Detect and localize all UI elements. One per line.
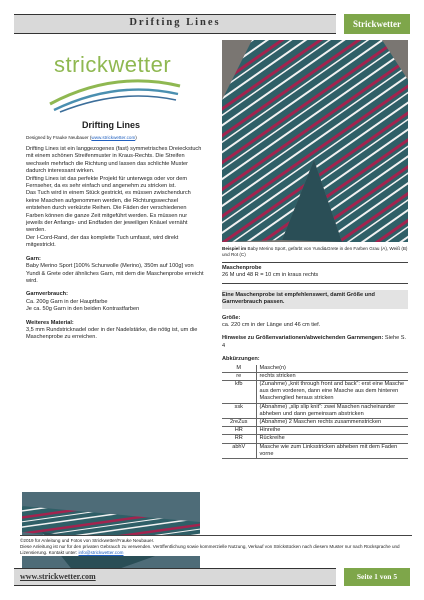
designer-prefix: Designed by Frauke Neubauer ( — [26, 135, 92, 140]
hints-text: Siehe S. 4 — [222, 335, 407, 349]
table-row — [222, 403, 408, 418]
abbr-key: ssk — [222, 403, 256, 418]
material-text: 3,5 mm Rundstricknadel oder in der Nadelstärke, die nötig ist, um die Maschenprobe zu erreichen. — [26, 326, 198, 341]
table-row — [222, 381, 408, 404]
usage-heading: Garnverbrauch: — [26, 291, 68, 298]
yarn-section — [26, 256, 204, 286]
license-line — [20, 544, 412, 556]
abbr-value: Masche wie zum Linksstricken abheben mit dem Faden vorne — [256, 443, 408, 458]
abbr-value: Hinreihe — [256, 427, 408, 435]
abbr-value: rechts stricken — [256, 372, 408, 380]
size-text: ca. 220 cm in der Länge und 46 cm tief. — [222, 322, 321, 329]
photo-caption — [222, 246, 408, 258]
header-brand: Strickwetter — [344, 14, 410, 34]
abbr-heading: Abkürzungen: — [222, 356, 260, 363]
usage-line-2: Je ca. 50g Garn in den beiden Kontrastfarben — [26, 306, 140, 313]
abbr-key: HR — [222, 427, 256, 435]
gauge-heading: Maschenprobe — [222, 265, 262, 271]
header-title: Drifting Lines — [129, 17, 221, 28]
table-row — [222, 419, 408, 427]
hints-section — [222, 335, 408, 350]
abbr-key: abhV — [222, 443, 256, 458]
logo-wordmark: strickwetter — [54, 52, 172, 77]
yarn-text: Baby Merino Sport [100% Schurwolle (Merino), 350m auf 100g] von Yundi & Grete oder ähnliches Garn, mit dem die Maschenprobe erreicht wird. — [26, 263, 204, 284]
yarn-heading: Garn: — [26, 255, 41, 262]
hints-heading: Hinweise zu Größenvariationen/abweichenden Garnmengen: — [222, 335, 384, 342]
shawl-photo-main — [222, 40, 408, 242]
header-title-band — [14, 14, 336, 34]
abbr-value: Rückreihe — [256, 435, 408, 443]
abbr-key: re — [222, 372, 256, 380]
size-section — [222, 315, 408, 330]
table-row — [222, 372, 408, 380]
table-row — [222, 435, 408, 443]
caption-label: Beispiel im — [222, 246, 247, 251]
contact-email-link[interactable]: info@strickwetter.com — [78, 550, 124, 555]
abbr-value: (Abnahme) 2 Maschen rechts zusammenstricken — [256, 419, 408, 427]
footer-url-link[interactable]: www.strickwetter.com — [20, 572, 96, 581]
footer-url-band — [14, 568, 336, 586]
header-bar — [14, 14, 410, 34]
left-column — [26, 120, 204, 348]
right-column — [222, 246, 408, 459]
abbr-key: kfb — [222, 381, 256, 404]
designer-suffix: ) — [135, 135, 137, 140]
intro-text-3: Das Tuch wird in einem Stück gestrickt, es müssen zwischendurch keine Maschen aufgenommen werden, die Richtungswechsel entstehen durch verkürzte Reihen. Die Fäden der verschiedenen Farben können die ganze Zeit mitgeführt werden. Es müssen nur jeweils der Anfangs- und Endfaden der jeweiligen Knäuel vernäht werden. — [26, 190, 191, 234]
abbr-value: (Zunahme) „knit through front and back“: erst eine Masche aus dem vorderen, dann eine Masche aus dem hinteren Maschenglied heraus stricken — [256, 381, 408, 404]
designer-link[interactable]: www.strickwetter.com — [91, 135, 136, 140]
usage-line-1: Ca. 200g Garn in der Hauptfarbe — [26, 298, 108, 305]
abbr-key: M — [222, 365, 256, 373]
shawl-photo-image — [222, 40, 408, 242]
table-row — [222, 427, 408, 435]
abbr-key: 2reZus — [222, 419, 256, 427]
intro-text-2: Drifting Lines ist das perfekte Projekt für unterwegs oder vor dem Fernseher, da es sehr einfach und angenehm zu stricken ist. — [26, 175, 188, 190]
logo-swoosh-icon — [44, 52, 184, 114]
intro-paragraph — [26, 146, 204, 250]
page-number: Seite 1 von 5 — [344, 568, 410, 586]
license-text: Diese Anleitung ist nur für den privaten Gebrauch zu verwenden. Veröffentlichung sowie kommerzielle Nutzung, Verkauf von Strickstücken nach diesem Muster nur nach Rücksprache und Lizensierung. Kontakt unter: — [20, 544, 400, 555]
usage-section — [26, 291, 204, 313]
abbreviation-table — [222, 365, 408, 459]
gauge-box — [222, 262, 408, 284]
copyright-line: ©2019 für Anleitung und Fotos von Strickwetter/Frauke Neubauer. — [20, 538, 155, 543]
abbr-value: Masche(n) — [256, 365, 408, 373]
gauge-text: 26 M und 48 R = 10 cm in kraus rechts — [222, 272, 319, 279]
strickwetter-logo — [44, 52, 184, 114]
pattern-title: Drifting Lines — [82, 120, 140, 130]
material-heading: Weiteres Material: — [26, 319, 74, 326]
material-section — [26, 320, 204, 342]
size-heading: Größe: — [222, 314, 241, 321]
designer-credit — [26, 135, 204, 141]
footer-bar — [14, 568, 410, 586]
table-row — [222, 443, 408, 458]
intro-text-1: Drifting Lines ist ein langgezogenes (fast) symmetrisches Dreieckstuch mit einem schönen Streifenmuster in Kraus-Rechts. Die Streifen wechseln mehrfach die Richtung und lassen das schlichte Muster dadurch interessant wirken. — [26, 146, 202, 175]
abbr-value: (Abnahme) „slip slip knit“: zwei Maschen nacheinander abheben und dann gemeinsam abstricken — [256, 403, 408, 418]
caption-text: Baby Merino Sport, gefärbt von Yundi&Grete in den Farben Grau (A), Weiß (B) und Rot (C) — [222, 246, 408, 257]
abbr-key: RR — [222, 435, 256, 443]
gauge-note: Eine Maschenprobe ist empfehlenswert, damit Größe und Garnverbrauch passen. — [222, 290, 408, 309]
intro-text-4: Der I-Cord-Rand, der das komplette Tuch umfasst, wird direkt mitgestrickt. — [26, 234, 179, 249]
table-row — [222, 365, 408, 373]
copyright-footnote — [20, 535, 412, 556]
